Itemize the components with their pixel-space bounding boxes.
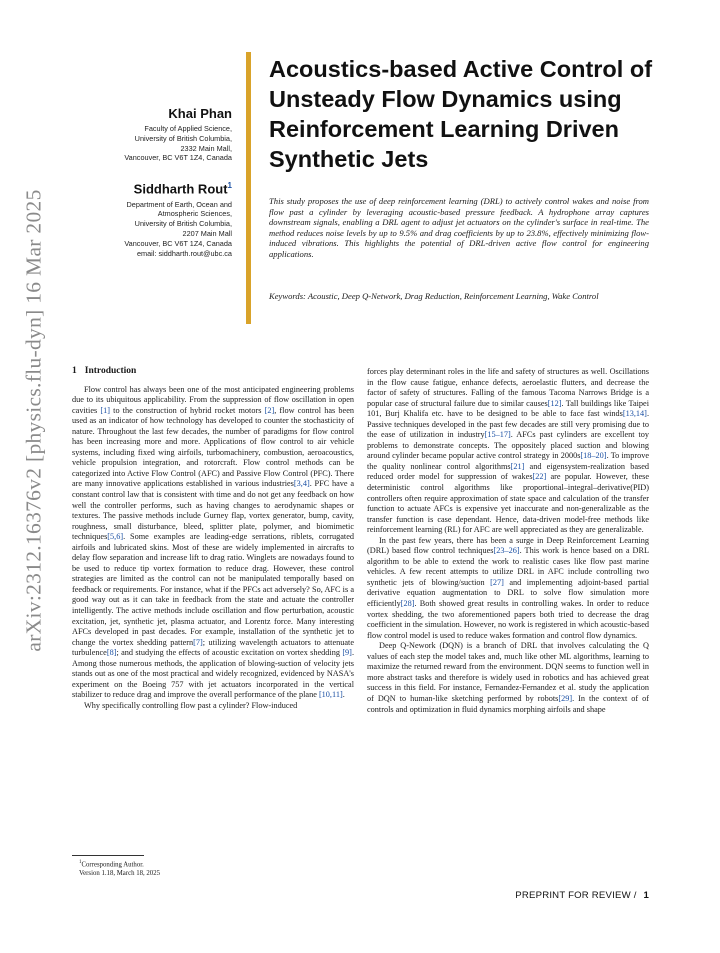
running-footer <box>515 890 649 901</box>
citation-link[interactable]: [27] <box>490 577 504 587</box>
author-khai-phan <box>72 106 232 163</box>
citation-link[interactable]: [5,6] <box>107 532 124 542</box>
keywords: Keywords: Acoustic, Deep Q-Network, Drag Reduction, Reinforcement Learning, Wake Control <box>269 291 599 301</box>
citation-link[interactable]: [10,11] <box>318 690 343 700</box>
citation-link[interactable]: [13,14] <box>622 409 647 419</box>
paragraph: Flow control has always been one of the most anticipated engineering problems due to its ubiquitous applicability. From the suppression of flow oscillation in open cavities [1] to the construction of hybrid rocket motors [2], flow control has been used as an indicator of how technology has developed to counter the stochasticity of nature. Throughout the last few decades, the number of paradigms for flow control has been increasing more and more. Applications of flow control to air vehicle systems, including fixed wing airfoils, turbomachinery, combustion, aeroacoustics, vehicle propulsion integration, and rotorcraft. Flow control methods can be categorized into Active Flow Control (AFC) and Passive Flow Control (PFC). There are many innovative applications established in various industries[3,4]. PFC have a constant control law that is consistent with time and do not get any feedback on how well the controller performs, such as having changes to aerodynamic shapes or textures. The passive methods include Gurney flap, vortex generator, bump, cavity, roughness, small disturbance, bleed, splitter plate, polymer, and biomimetic techniques[5,6]. Some examples are leading-edge serrations, riblets, corrugated airfoils and lubricated skins. Most of these are widely implemented in aircrafts to delay flow separation and increase lift to drag ratio. Winglets are nowadays found to be used to reduce tip vortex formation to reduce drag. However, these control strategies are limited as the control can not be manipulated temporally based on feedback or requirements. For instance, what if the PFCs act adversely? So, AFC is a good way out as it can take in feedback from the state and actuate the controller intelligently. The active methods include oscillation and flow perturbation, acoustic excitation, jet, synthetic jet, plasma actuator, and Lorentz force. Many interesting AFCs developed in past decades. For example, installation of the synthetic jet to change the vortex shedding pattern[7]; utilizing wavelength actuators to attenuate turbulence[8]; and studying the effects of acoustic excitation on vortex shedding [9]. Among those numerous methods, the application of blowing-suction of velocity jets stands out as one of the most practical and widely recognized, evidenced by NASA's experiment on the Boeing 757 with jet actuators incorporated in the vertical stabilizer to reduce drag and improve the overall performance of the plane [10,11]. <box>72 384 355 700</box>
footnotes <box>79 858 160 878</box>
page-number: 1 <box>643 890 649 901</box>
citation-link[interactable]: [29] <box>558 693 573 703</box>
citation-link[interactable]: [28] <box>400 599 415 609</box>
paragraph: Why specifically controlling flow past a cylinder? Flow-induced <box>84 700 298 710</box>
paragraph: Deep Q-Nework (DQN) is a branch of DRL that involves calculating the Q values of each step the model takes and, much like other ML algorithms, learning to maximize the returned reward from the environment. DQN seems to function well in more abstract tasks and therefore is widely used in robotics and has achieved great success in this field. For instance, Fernandez-Fernandez et al. study the application of DQN to human-like sketching performed by robots[29]. In the context of of controls and optimization in fluid dynamics morphing airfoils and shape <box>367 641 649 714</box>
citation-link[interactable]: [1] <box>100 405 110 415</box>
citation-link[interactable]: [23–26] <box>493 546 520 556</box>
citation-link[interactable]: [12] <box>547 398 562 408</box>
author-affiliation: Faculty of Applied Science, University of British Columbia, 2332 Main Mall, Vancouver, BC V6T 1Z4, Canada <box>124 124 232 163</box>
footer-label: PREPRINT FOR REVIEW <box>515 890 631 901</box>
citation-link[interactable]: [7] <box>193 637 203 647</box>
footer-separator: / <box>633 890 637 901</box>
citation-link[interactable]: [15–17] <box>484 430 511 440</box>
paper-title: Acoustics-based Active Control of Unsteady Flow Dynamics using Reinforcement Learning Driven Synthetic Jets <box>269 56 653 172</box>
author-name: Khai Phan <box>168 106 232 121</box>
author-affiliation: Department of Earth, Ocean and Atmospheric Sciences, University of British Columbia, 2207 Main Mall Vancouver, BC V6T 1Z4, Canada email: siddharth.rout@ubc.ca <box>72 200 232 259</box>
section-title: Introduction <box>84 366 137 376</box>
citation-link[interactable]: [21] <box>510 461 525 471</box>
footnote-version: Version 1.18, March 18, 2025 <box>79 870 160 878</box>
footnote-corresponding: $^1$Corresponding Author. <box>79 860 144 869</box>
author-siddharth-rout <box>72 181 232 258</box>
author-list <box>72 106 232 258</box>
abstract: This study proposes the use of deep reinforcement learning (DRL) to actively control wakes and noise from flow past a cylinder by leveraging acoustic-based pressure feedback. A hydrophone array captures downstream signals, enabling a DRL agent to adjust jet actuators on the cylinder's surface in real-time. The method reduces noise levels by up to 9.5% and drag coefficients by up to 23.8%, effectively minimizing flow-induced vibrations. This highlights the potential of DRL-driven active flow control for engineering applications. <box>269 196 649 259</box>
left-column <box>72 366 354 712</box>
author-email[interactable]: email: siddharth.rout@ubc.ca <box>136 248 232 258</box>
arxiv-identifier-stamp <box>8 120 60 720</box>
paragraph: forces play determinant roles in the life and safety of structures as well. Oscillations in the flow cause fatigue, enhance defects, aeroelastic flutters, and decrease the factor of safety of structures. Falling of the famous Tacoma Narrows Bridge is a popular case of structural failure due to similar causes[12]. Tall buildings like Taipei 101, Burj Khalifa etc. have to be designed to be able to face fast winds[13,14]. Passive techniques developed in the past few decades are still very promising due to the ease of utilization in industry[15–17]. AFCs past cylinders are excellent toy problems to demonstrate concepts. The oppositely placed suction and blowing around cylinder became popular active control strategy in 2000s[18–20]. To improve the quality nonlinear control algorithms[21] and eigensystem-realization based reduced order model for suppression of wakes[22] are popular. However, these deterministic control algorithms like proportional–integral–derivative(PID) controllers often require approximation of state space and calculation of the transfer function to actuate AFCs is expensive yet inaccurate and non-generalizable as the transfer function is case dependant. Hence, data-driven model-free methods like reinforcement learning (RL) for AFC are well appreciated as they are generalizable. <box>367 367 650 535</box>
paragraph: In the past few years, there has been a surge in Deep Reinforcement Learning (DRL) based flow control techniques[23–26]. This work is hence based on a DRL algorithm to be able to extend the work to realistic cases like flow past marine vehicles. A few recent attempts to utilize DRL in AFC include controlling two synthetic jets of blowing/suction [27] and implementing adjoint-based partial derivative equation augmentation to DRL to solve flow simulation more efficiently[28]. Both showed great results in controlling wakes. In order to reduce vortex shedding, the two aforementioned papers both tried to decrease the drag coefficient in the simulation. However, no work is registered in which acoustic-based flow control model is used to reduce wakes formation and control flow dynamics. <box>367 535 649 640</box>
title-accent-bar <box>246 52 251 324</box>
citation-link[interactable]: [2] <box>264 405 275 415</box>
citation-link[interactable]: [8] <box>106 648 117 658</box>
section-number: 1 <box>72 366 77 376</box>
author-name: Siddharth Rout <box>133 181 228 197</box>
citation-link[interactable]: [22] <box>532 472 547 482</box>
right-column <box>367 367 649 715</box>
footnote-divider <box>72 855 144 856</box>
citation-link[interactable]: [3,4] <box>293 479 310 489</box>
arxiv-identifier-text: arXiv:2312.16376v2 [physics.flu-dyn] 16 Mar 2025 <box>21 188 46 652</box>
section-heading <box>72 366 354 377</box>
corresponding-author-marker: 1 <box>227 181 232 191</box>
citation-link[interactable]: [9] <box>342 648 352 658</box>
citation-link[interactable]: [18–20] <box>580 451 607 461</box>
